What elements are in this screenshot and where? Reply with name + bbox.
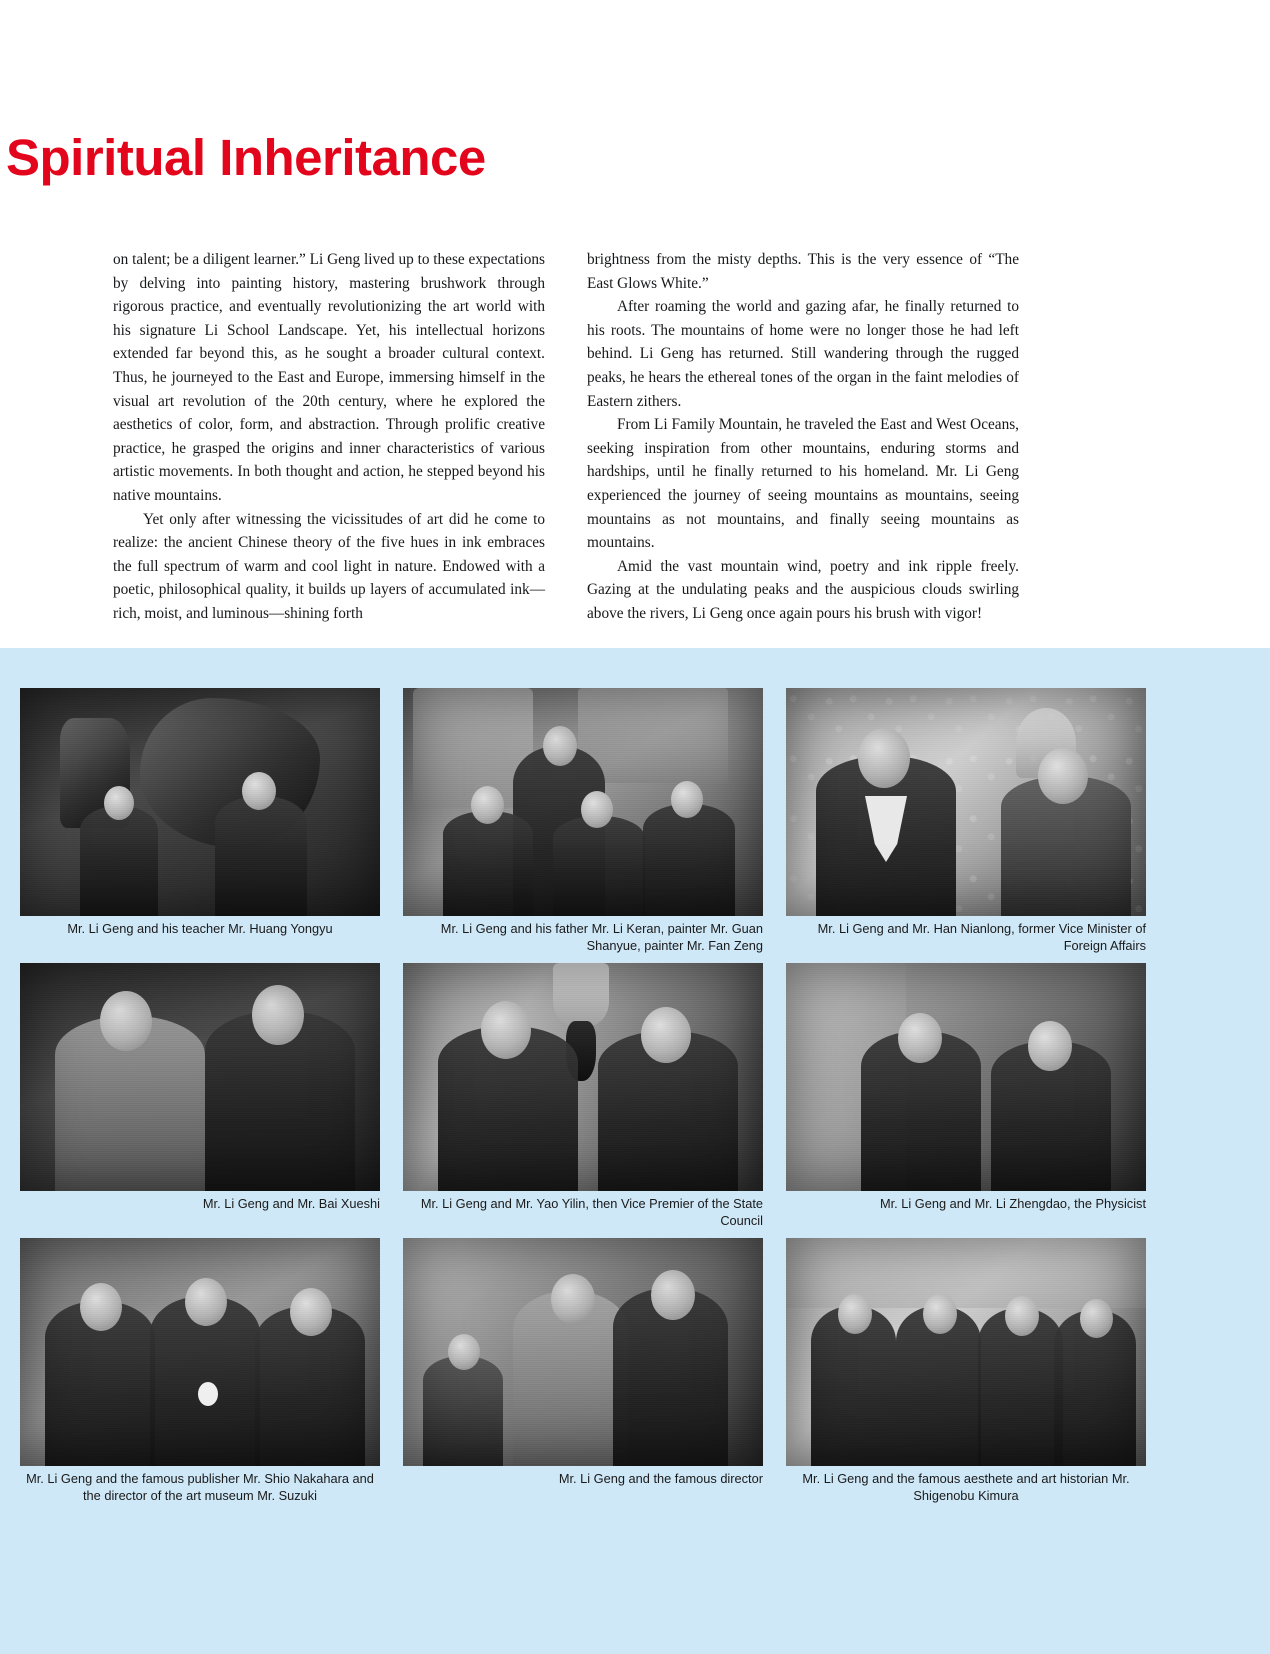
gallery-item: [20, 688, 380, 955]
gallery-item: [403, 1238, 763, 1505]
paragraph: Yet only after witnessing the vicissitudes of art did he come to realize: the ancient Chinese theory of the five hues in ink embraces the full spectrum of warm and cool light in nature. Endowed with a poetic, philosophical quality, it builds up layers of accumulated ink—rich, moist, and luminous—shining forth: [113, 510, 545, 622]
photo-caption: Mr. Li Geng and his father Mr. Li Keran, painter Mr. Guan Shanyue, painter Mr. Fan Zeng: [440, 921, 763, 953]
page-title: Spiritual Inheritance: [6, 129, 486, 186]
photo-caption: Mr. Li Geng and the famous publisher Mr. Shio Nakahara and the director of the art museum Mr. Suzuki: [26, 1471, 374, 1503]
gallery-item: [786, 1238, 1146, 1505]
paragraph: on talent; be a diligent learner.” Li Geng lived up to these expectations by delving into painting history, mastering brushwork through rigorous practice, and eventually revolutionizing the art world with his signature Li School Landscape. Yet, his intellectual horizons extended far beyond this, as he sought a broader cultural context. Thus, he journeyed to the East and Europe, immersing himself in the visual art revolution of the 20th century, where he explored the aesthetics of color, form, and abstraction. Through prolific creative practice, he grasped the origins and inner characteristics of various artistic movements. In both thought and action, he stepped beyond his native mountains.: [113, 251, 545, 504]
gallery-item: [20, 963, 380, 1230]
article-body: [113, 248, 1019, 626]
photo-li-geng-li-keran-guan-shanyue-fan-zeng: [403, 688, 763, 916]
photo-li-geng-yao-yilin: [403, 963, 763, 1191]
photo-li-geng-shio-nakahara-suzuki: [20, 1238, 380, 1466]
photo-caption: Mr. Li Geng and his teacher Mr. Huang Yongyu: [67, 921, 333, 936]
text-column-left: [113, 248, 545, 626]
paragraph: After roaming the world and gazing afar, he finally returned to his roots. The mountains of home were no longer those he had left behind. Li Geng has returned. Still wandering through the rugged peaks, he hears the ethereal tones of the organ in the faint melodies of Eastern zithers.: [587, 298, 1019, 410]
gallery-item: [786, 688, 1146, 955]
photo-grid: [20, 688, 1250, 1505]
paragraph: Amid the vast mountain wind, poetry and ink ripple freely. Gazing at the undulating peaks and the auspicious clouds swirling above the rivers, Li Geng once again pours his brush with vigor!: [587, 557, 1019, 622]
photo-caption: Mr. Li Geng and the famous director: [558, 1471, 763, 1486]
gallery-item: [403, 688, 763, 955]
paragraph: From Li Family Mountain, he traveled the East and West Oceans, seeking inspiration from other mountains, enduring storms and hardships, until he finally returned to his homeland. Mr. Li Geng experienced the journey of seeing mountains as mountains, seeing mountains as not mountains, and finally seeing mountains as mountains.: [587, 416, 1019, 552]
text-column-right: [587, 248, 1019, 626]
photo-li-geng-li-zhengdao: [786, 963, 1146, 1191]
photo-li-geng-huang-yongyu: [20, 688, 380, 916]
photo-caption: Mr. Li Geng and the famous aesthete and art historian Mr. Shigenobu Kimura: [802, 1471, 1130, 1503]
photo-caption: Mr. Li Geng and Mr. Li Zhengdao, the Physicist: [879, 1196, 1146, 1211]
photo-gallery-panel: [0, 648, 1270, 1654]
photo-li-geng-bai-xueshi: [20, 963, 380, 1191]
gallery-item: [20, 1238, 380, 1505]
photo-li-geng-han-nianlong: [786, 688, 1146, 916]
photo-caption: Mr. Li Geng and Mr. Bai Xueshi: [202, 1196, 380, 1211]
paragraph: brightness from the misty depths. This is the very essence of “The East Glows White.”: [587, 251, 1019, 292]
photo-li-geng-shigenobu-kimura: [786, 1238, 1146, 1466]
photo-caption: Mr. Li Geng and Mr. Yao Yilin, then Vice Premier of the State Council: [420, 1196, 763, 1228]
gallery-item: [786, 963, 1146, 1230]
photo-caption: Mr. Li Geng and Mr. Han Nianlong, former Vice Minister of Foreign Affairs: [817, 921, 1146, 953]
gallery-item: [403, 963, 763, 1230]
photo-li-geng-famous-director: [403, 1238, 763, 1466]
